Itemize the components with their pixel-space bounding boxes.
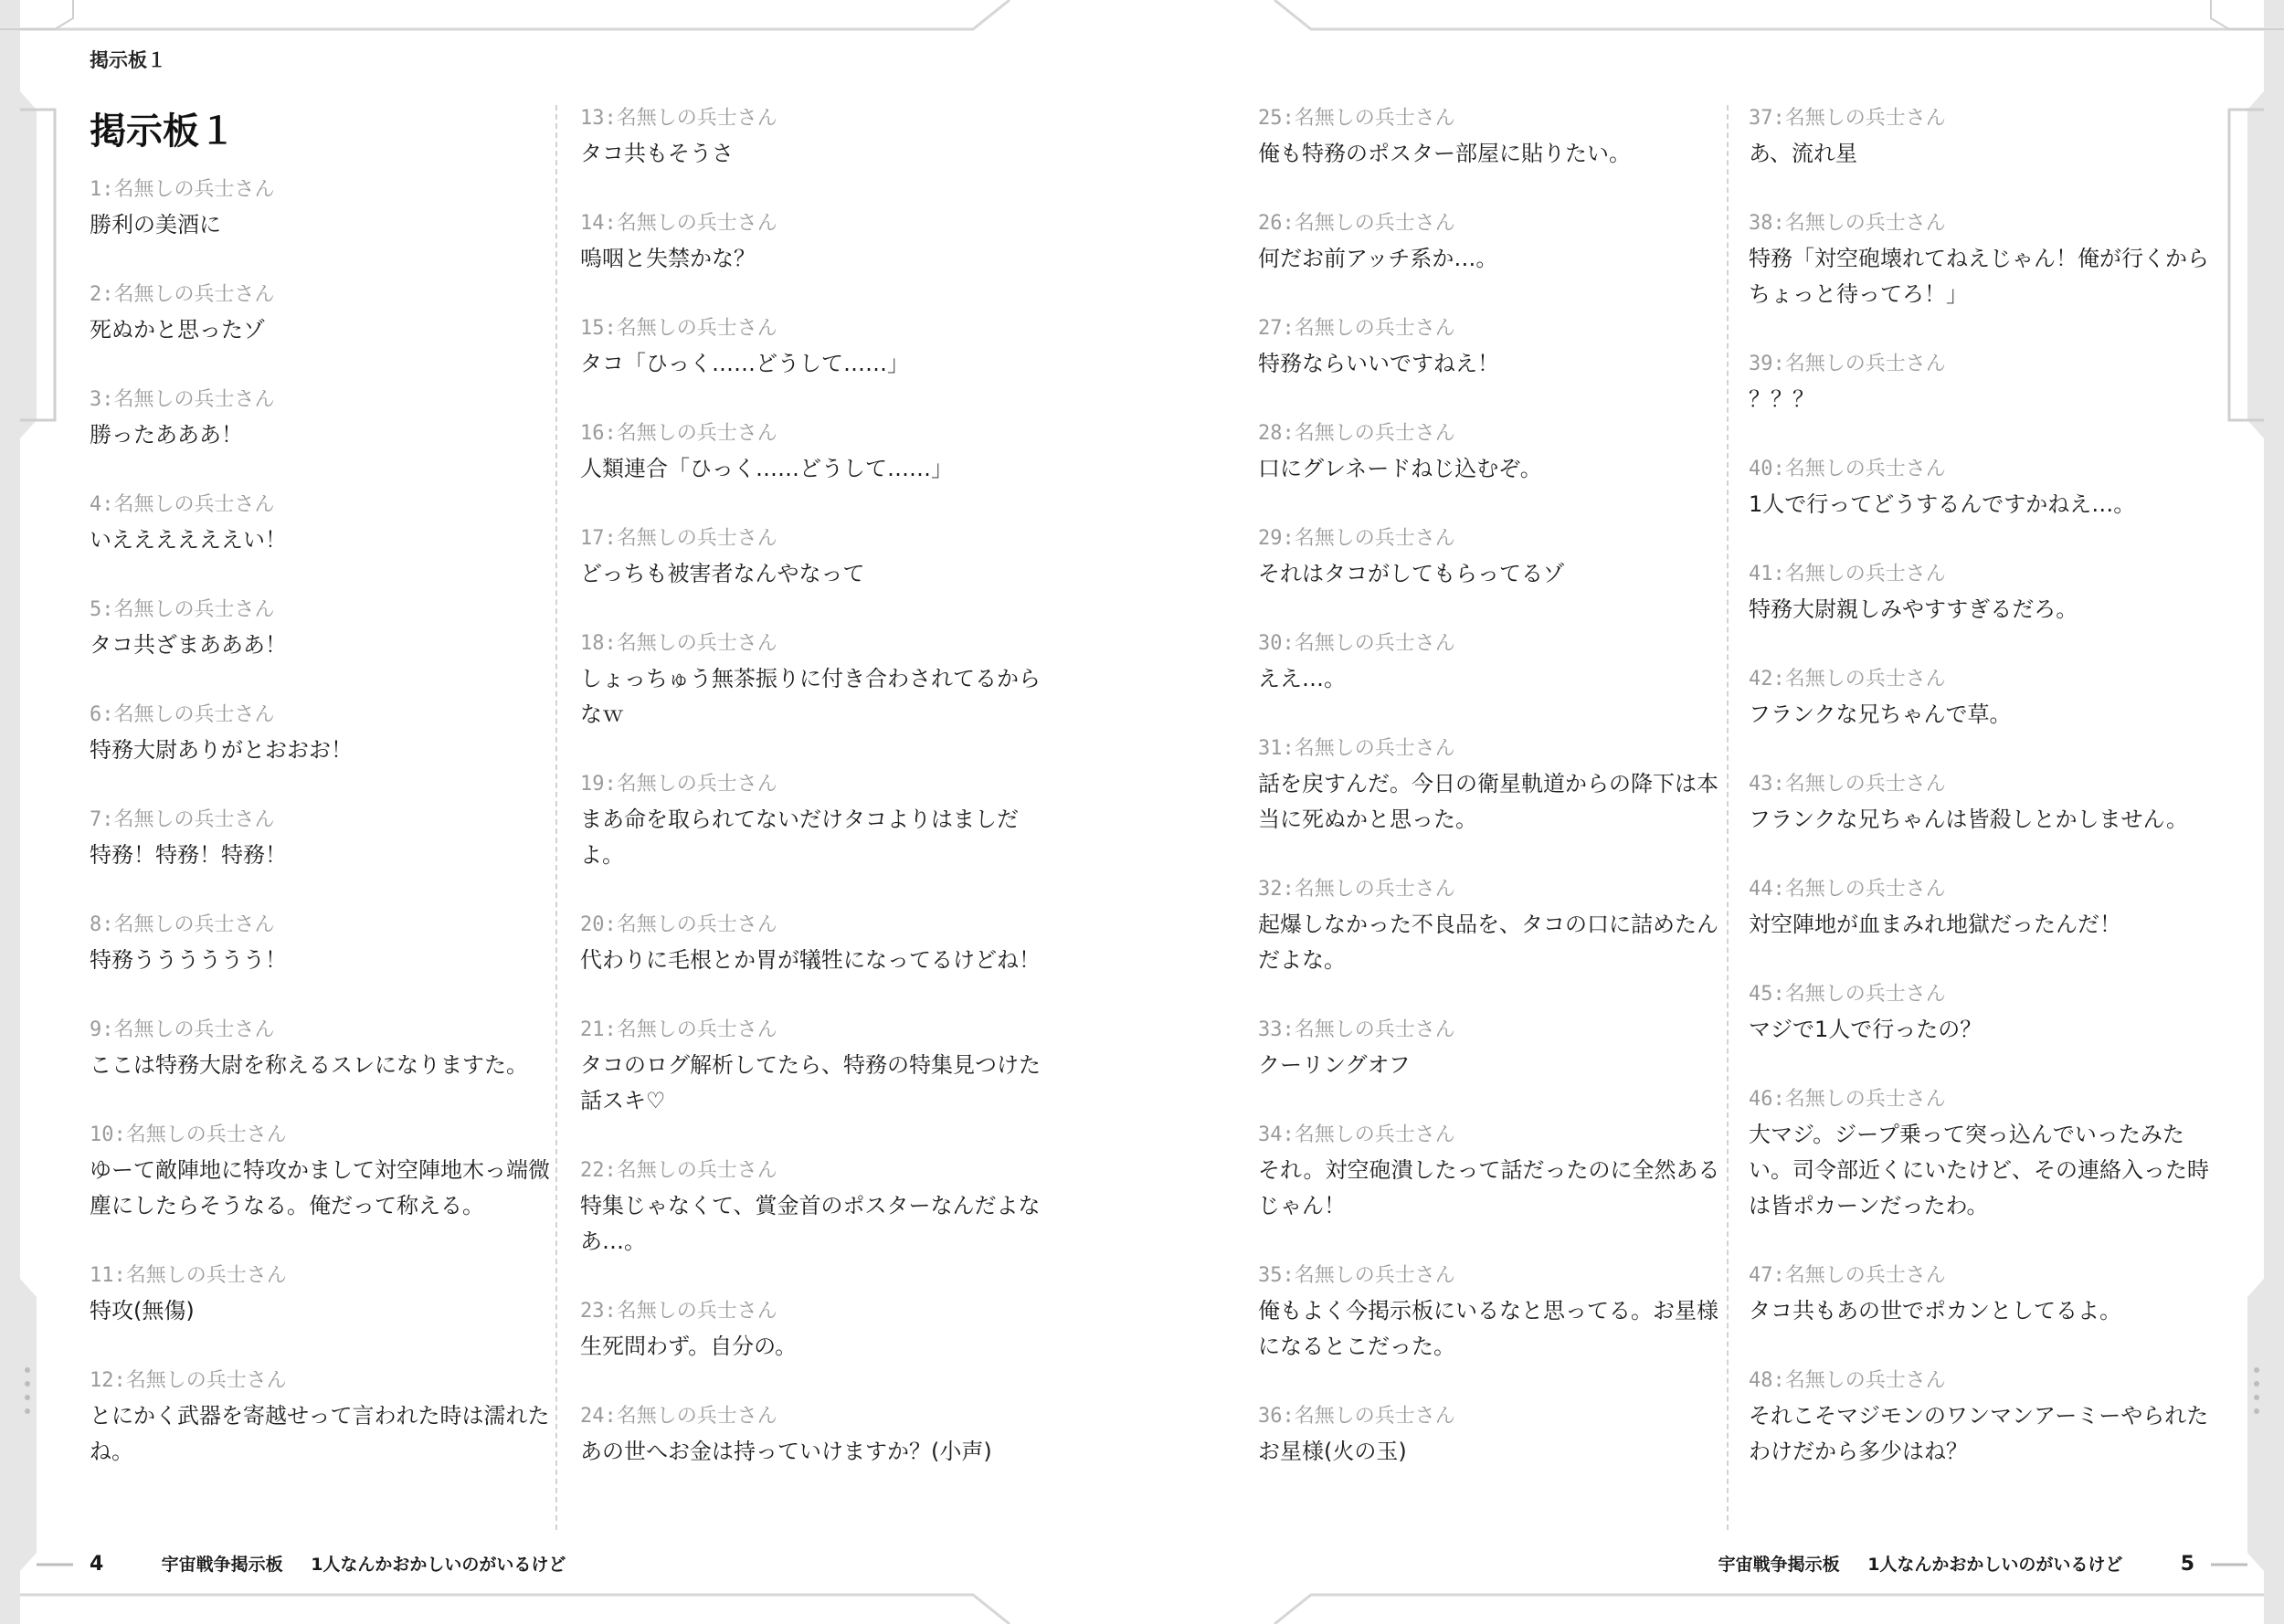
post-header: 12:名無しの兵士さん [90,1369,287,1392]
post [580,206,1055,277]
post [580,907,1055,978]
post [1749,346,2224,417]
post [90,1012,565,1083]
post-header: 19:名無しの兵士さん [580,773,777,796]
post [90,592,565,663]
post-header: 18:名無しの兵士さん [580,632,777,655]
post-body: 特務ならいいですねえ！ [1258,351,1499,376]
post-column-4 [1749,100,2224,1503]
post-header: 47:名無しの兵士さん [1749,1264,1946,1287]
running-header-label: 掲示板１ [90,49,166,71]
post-header: 38:名無しの兵士さん [1749,212,1946,235]
post-header: 37:名無しの兵士さん [1749,107,1946,130]
post-header: 32:名無しの兵士さん [1258,878,1455,901]
post-body: タコ共もあの世でポカンとしてるよ。 [1749,1298,2121,1323]
post [580,100,1055,172]
post-body: 対空陣地が血まみれ地獄だったんだ！ [1749,912,2121,937]
post-body: 俺もよく今掲示板にいるなと思ってる。お星様になるとこだった。 [1258,1298,1718,1359]
post [580,1012,1055,1119]
post-body: ゆーて敵陣地に特攻かまして対空陣地木っ端微塵にしたらそうなる。俺だって称える。 [90,1157,550,1218]
post-body: タコ「ひっく……どうして……」 [580,351,909,376]
post [90,487,565,558]
post [1749,100,2224,172]
post-header: 43:名無しの兵士さん [1749,773,1946,796]
post [1749,1363,2224,1470]
post-header: 23:名無しの兵士さん [580,1300,777,1323]
post [1258,1398,1733,1470]
page-number-right: 5 [2180,1553,2194,1576]
post-body: 口にグレネードねじ込むぞ。 [1258,456,1542,481]
post-body: いええええええい！ [90,527,287,553]
post-body: 何だお前アッチ系か…。 [1258,246,1498,271]
page-number-left: 4 [90,1553,104,1576]
post-header: 20:名無しの兵士さん [580,913,777,936]
post-body: タコのログ解析してたら、特務の特集見つけた話スキ♡ [580,1052,1041,1113]
post-body: ええ…。 [1258,666,1346,691]
post-body: 特務！特務！特務！ [90,842,287,868]
post [1749,871,2224,943]
post-body: お星様(火の玉) [1258,1439,1407,1464]
post-header: 10:名無しの兵士さん [90,1123,287,1146]
post-header: 16:名無しの兵士さん [580,422,777,445]
post-header: 29:名無しの兵士さん [1258,527,1455,550]
post-header: 11:名無しの兵士さん [90,1264,287,1287]
post [90,1117,565,1224]
post [580,521,1055,592]
post [90,1363,565,1470]
post-body: それはタコがしてもらってるゾ [1258,561,1565,586]
post [580,766,1055,873]
post-header: 13:名無しの兵士さん [580,107,777,130]
post [1258,311,1733,382]
post-header: 25:名無しの兵士さん [1258,107,1455,130]
post-body: 勝利の美酒に [90,212,221,237]
post-body: フランクな兄ちゃんは皆殺しとかしません。 [1749,807,2188,832]
post-header: 6:名無しの兵士さん [90,703,275,726]
post-column-1 [90,172,565,1503]
footer-book-title: 宇宙戦争掲示板 [1718,1555,1840,1575]
post-header: 26:名無しの兵士さん [1258,212,1455,235]
post [90,802,565,873]
post-header: 35:名無しの兵士さん [1258,1264,1455,1287]
post-body: どっちも被害者なんやなって [580,561,865,586]
post-header: 2:名無しの兵士さん [90,283,275,306]
post-body: 特務うううううう！ [90,947,287,973]
post-header: 14:名無しの兵士さん [580,212,777,235]
post [1749,1258,2224,1329]
post-header: 31:名無しの兵士さん [1258,737,1455,760]
post-body: 代わりに毛根とか胃が犠牲になってるけどね！ [580,947,1041,973]
post-body: 死ぬかと思ったゾ [90,317,265,343]
post-header: 7:名無しの兵士さん [90,808,275,831]
post [580,1293,1055,1365]
post-body: 特務「対空砲壊れてねえじゃん！俺が行くからちょっと待ってろ！」 [1749,246,2209,307]
post [580,626,1055,733]
post [1749,1081,2224,1224]
post [90,382,565,453]
post-body: マジで1人で行ったの？ [1749,1017,1983,1042]
post-body: 大マジ。ジープ乗って突っ込んでいったみたい。司令部近くにいたけど、その連絡入った時は皆ポカーンだったわ。 [1749,1122,2209,1218]
post-body: 特攻(無傷) [90,1298,195,1323]
post [90,697,565,768]
post [1749,556,2224,627]
post-body: 俺も特務のポスター部屋に貼りたい。 [1258,141,1631,166]
post-header: 3:名無しの兵士さん [90,388,275,411]
post-body: あの世へお金は持っていけますか？(小声) [580,1439,992,1464]
post [580,416,1055,487]
post-body: フランクな兄ちゃんで草。 [1749,701,2012,727]
post-header: 42:名無しの兵士さん [1749,668,1946,691]
footer-left [90,1551,566,1576]
post-body: タコ共もそうさ [580,141,734,166]
post-header: 5:名無しの兵士さん [90,598,275,621]
post-body: それこそマジモンのワンマンアーミーやられたわけだから多少はね？ [1749,1403,2209,1464]
post-header: 28:名無しの兵士さん [1258,422,1455,445]
post-header: 27:名無しの兵士さん [1258,317,1455,340]
footer-book-title: 宇宙戦争掲示板 [161,1555,283,1575]
post-header: 46:名無しの兵士さん [1749,1088,1946,1111]
post [1258,626,1733,697]
post-header: 30:名無しの兵士さん [1258,632,1455,655]
post-header: 4:名無しの兵士さん [90,493,275,516]
post [1258,100,1733,172]
post-body: まあ命を取られてないだけタコよりはましだよ。 [580,807,1019,868]
post-header: 34:名無しの兵士さん [1258,1123,1455,1146]
post-header: 9:名無しの兵士さん [90,1018,275,1041]
post-body: 嗚咽と失禁かな？ [580,246,756,271]
post-header: 15:名無しの兵士さん [580,317,777,340]
post-header: 1:名無しの兵士さん [90,178,275,201]
post [1749,766,2224,838]
post [90,907,565,978]
post-header: 40:名無しの兵士さん [1749,458,1946,480]
post [1258,521,1733,592]
post-header: 24:名無しの兵士さん [580,1405,777,1428]
post-body: ？？？ [1749,386,1814,412]
post-body: 勝ったあああ！ [90,422,243,448]
post-body: 人類連合「ひっく……どうして……」 [580,456,953,481]
post-body: 生死問わず。自分の。 [580,1334,798,1359]
post [1749,206,2224,312]
post [580,1153,1055,1260]
post-column-3 [1258,100,1733,1503]
post-header: 8:名無しの兵士さん [90,913,275,936]
post [1258,206,1733,277]
post-column-2 [580,100,1055,1503]
post-body: ここは特務大尉を称えるスレになりますた。 [90,1052,528,1078]
post [1258,1012,1733,1083]
post-header: 21:名無しの兵士さん [580,1018,777,1041]
post [1258,1258,1733,1365]
post-header: 22:名無しの兵士さん [580,1159,777,1182]
post-header: 41:名無しの兵士さん [1749,563,1946,585]
post [90,277,565,348]
post-body: タコ共ざまあああ！ [90,632,287,658]
post-body: 特務大尉ありがとおおお！ [90,737,353,763]
post-body: 1人で行ってどうするんですかねえ…。 [1749,491,2136,517]
post [580,1398,1055,1470]
footer-subtitle: 1人なんかおかしいのがいるけど [311,1555,566,1575]
post-header: 33:名無しの兵士さん [1258,1018,1455,1041]
post-body: 特集じゃなくて、賞金首のポスターなんだよなあ…。 [580,1193,1041,1254]
post-header: 17:名無しの兵士さん [580,527,777,550]
post-body: 起爆しなかった不良品を、タコの口に詰めたんだよな。 [1258,912,1718,973]
post-body: クーリングオフ [1258,1052,1411,1078]
post-header: 44:名無しの兵士さん [1749,878,1946,901]
post-header: 39:名無しの兵士さん [1749,353,1946,375]
post-header: 48:名無しの兵士さん [1749,1369,1946,1392]
post [1258,416,1733,487]
post [90,172,565,243]
page-title: 掲示板１ [90,111,236,153]
footer-subtitle: 1人なんかおかしいのがいるけど [1867,1555,2123,1575]
post [90,1258,565,1329]
post-body: しょっちゅう無茶振りに付き合わされてるからなｗ [580,666,1041,727]
post-body: あ、流れ星 [1749,141,1858,166]
post [1258,731,1733,838]
post-body: 特務大尉親しみやすすぎるだろ。 [1749,596,2078,622]
post [1258,871,1733,978]
post-body: 話を戻すんだ。今日の衛星軌道からの降下は本当に死ぬかと思った。 [1258,771,1718,832]
post-header: 36:名無しの兵士さん [1258,1405,1455,1428]
post [580,311,1055,382]
post [1749,661,2224,733]
post-body: とにかく武器を寄越せって言われた時は濡れたね。 [90,1403,550,1464]
post [1258,1117,1733,1224]
post [1749,451,2224,522]
post-header: 45:名無しの兵士さん [1749,983,1946,1006]
post-body: それ。対空砲潰したって話だったのに全然あるじゃん！ [1258,1157,1720,1218]
post [1749,976,2224,1048]
footer-right [1718,1551,2194,1576]
